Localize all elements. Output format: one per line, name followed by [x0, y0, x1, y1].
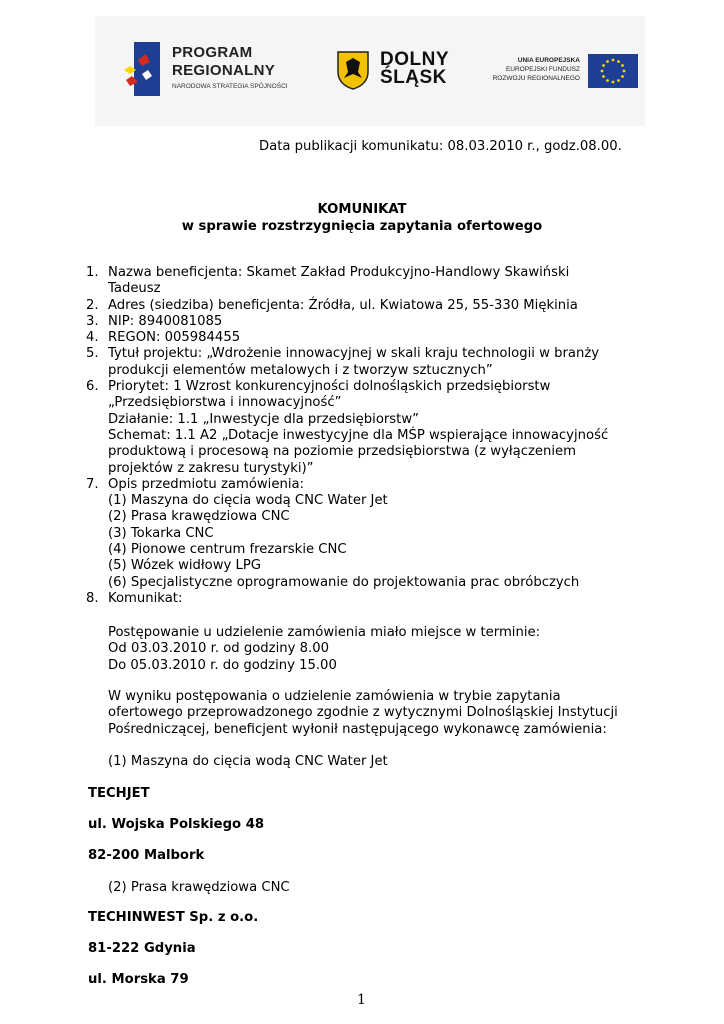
list-line: Adres (siedziba) beneficjenta: Źródła, ul. Kwiatowa 25, 55-330 Miękinia	[108, 297, 578, 313]
eu-text	[493, 56, 580, 83]
list-line: Tadeusz	[108, 281, 161, 297]
list-item	[86, 346, 646, 379]
title-subtitle: w sprawie rozstrzygnięcia zapytania ofertowego	[181, 219, 543, 234]
paragraph-line: ofertowego przeprowadzonego zgodnie z wytycznymi Dolnośląskiej Instytucji	[108, 705, 618, 721]
list-number: 7.	[86, 476, 99, 492]
list-number: 6.	[86, 379, 99, 395]
dolny-text: DOLNY	[380, 49, 449, 70]
dolny-slask-shield-icon	[336, 50, 370, 90]
eu-logo	[483, 54, 638, 90]
strategy-text: NARODOWA STRATEGIA SPÓJNOŚCI	[172, 83, 288, 90]
program-regionalny-logo	[120, 40, 320, 98]
list-line: (4) Pionowe centrum frezarskie CNC	[108, 542, 347, 558]
title-block	[0, 201, 724, 235]
program-regionalny-mark-icon	[120, 40, 164, 98]
contractor-street-2: ul. Morska 79	[88, 972, 189, 987]
eu-line-3: ROZWOJU REGIONALNEGO	[492, 75, 580, 82]
contractor-city-2: 81-222 Gdynia	[88, 941, 196, 956]
list-line: Działanie: 1.1 „Inwestycje dla przedsiębiorstw”	[108, 411, 419, 427]
numbered-list	[86, 265, 646, 607]
list-item	[86, 591, 646, 607]
contractor-name-1: TECHJET	[88, 786, 150, 801]
list-number: 8.	[86, 590, 99, 606]
list-item	[86, 314, 646, 330]
contractor-street-1: ul. Wojska Polskiego 48	[88, 817, 265, 832]
list-item	[86, 330, 646, 346]
award-item-1: (1) Maszyna do cięcia wodą CNC Water Jet	[108, 754, 388, 769]
paragraph-line: Postępowanie u udzielenie zamówienia miało miejsce w terminie:	[108, 625, 541, 640]
list-line: „Przedsiębiorstwa i innowacyjność”	[108, 395, 342, 411]
award-item-2: (2) Prasa krawędziowa CNC	[108, 880, 290, 895]
paragraph-line: Pośredniczącej, beneficjent wyłonił następującego wykonawcę zamówienia:	[108, 721, 607, 737]
dolny-slask-logo	[336, 50, 456, 92]
page-number: 1	[357, 992, 366, 1008]
list-line: (2) Prasa krawędziowa CNC	[108, 509, 290, 525]
contractor-city-1: 82-200 Malbork	[88, 848, 205, 863]
list-line: (6) Specjalistyczne oprogramowanie do projektowania prac obróbczych	[108, 574, 580, 590]
slask-text: ŚLĄSK	[380, 67, 447, 88]
list-number: 4.	[86, 330, 99, 346]
list-line: Schemat: 1.1 A2 „Dotacje inwestycyjne dla MŚP wspierające innowacyjność	[108, 427, 609, 443]
list-line: (3) Tokarka CNC	[108, 525, 214, 541]
eu-line-1: UNIA EUROPEJSKA	[517, 57, 580, 64]
eu-line-2: EUROPEJSKI FUNDUSZ	[505, 66, 580, 73]
list-line: produktową i procesową na poziomie przedsiębiorstwa (z wyłączeniem	[108, 444, 576, 460]
list-number: 3.	[86, 313, 99, 329]
list-line: REGON: 005984455	[108, 330, 241, 346]
list-number: 5.	[86, 346, 99, 362]
eu-flag-icon	[588, 54, 638, 88]
list-item	[86, 477, 646, 591]
list-line: NIP: 8940081085	[108, 313, 223, 329]
list-item	[86, 298, 646, 314]
paragraph-line: Od 03.03.2010 r. od godziny 8.00	[108, 641, 329, 657]
list-line: Nazwa beneficjenta: Skamet Zakład Produkcyjno-Handlowy Skawiński	[108, 265, 570, 280]
list-line: (1) Maszyna do cięcia wodą CNC Water Jet	[108, 493, 388, 509]
paragraph-line: Do 05.03.2010 r. do godziny 15.00	[108, 657, 337, 673]
list-line: Tytuł projektu: „Wdrożenie innowacyjnej w skali kraju technologii w branży	[108, 346, 600, 362]
list-line: Opis przedmiotu zamówienia:	[108, 476, 305, 492]
list-line: (5) Wózek widłowy LPG	[108, 558, 262, 574]
result-paragraph	[108, 689, 648, 738]
list-line: Priorytet: 1 Wzrost konkurencyjności dolnośląskich przedsiębiorstw	[108, 379, 551, 395]
title-main: KOMUNIKAT	[317, 202, 407, 217]
list-item	[86, 265, 646, 298]
list-line: produkcji elementów metalowych i z tworzyw sztucznych”	[108, 362, 493, 378]
program-text: PROGRAM	[172, 44, 253, 61]
contractor-name-2: TECHINWEST Sp. z o.o.	[88, 910, 259, 925]
procedure-dates-paragraph	[108, 625, 648, 674]
regionalny-text: REGIONALNY	[172, 62, 276, 79]
list-line: Komunikat:	[108, 590, 183, 606]
list-item	[86, 379, 646, 477]
list-number: 1.	[86, 265, 99, 280]
list-line: projektów z zakresu turystyki)”	[108, 460, 314, 476]
paragraph-line: W wyniku postępowania o udzielenie zamówienia w trybie zapytania	[108, 689, 561, 704]
list-number: 2.	[86, 297, 99, 313]
publication-date: Data publikacji komunikatu: 08.03.2010 r., godz.08.00.	[259, 139, 622, 154]
